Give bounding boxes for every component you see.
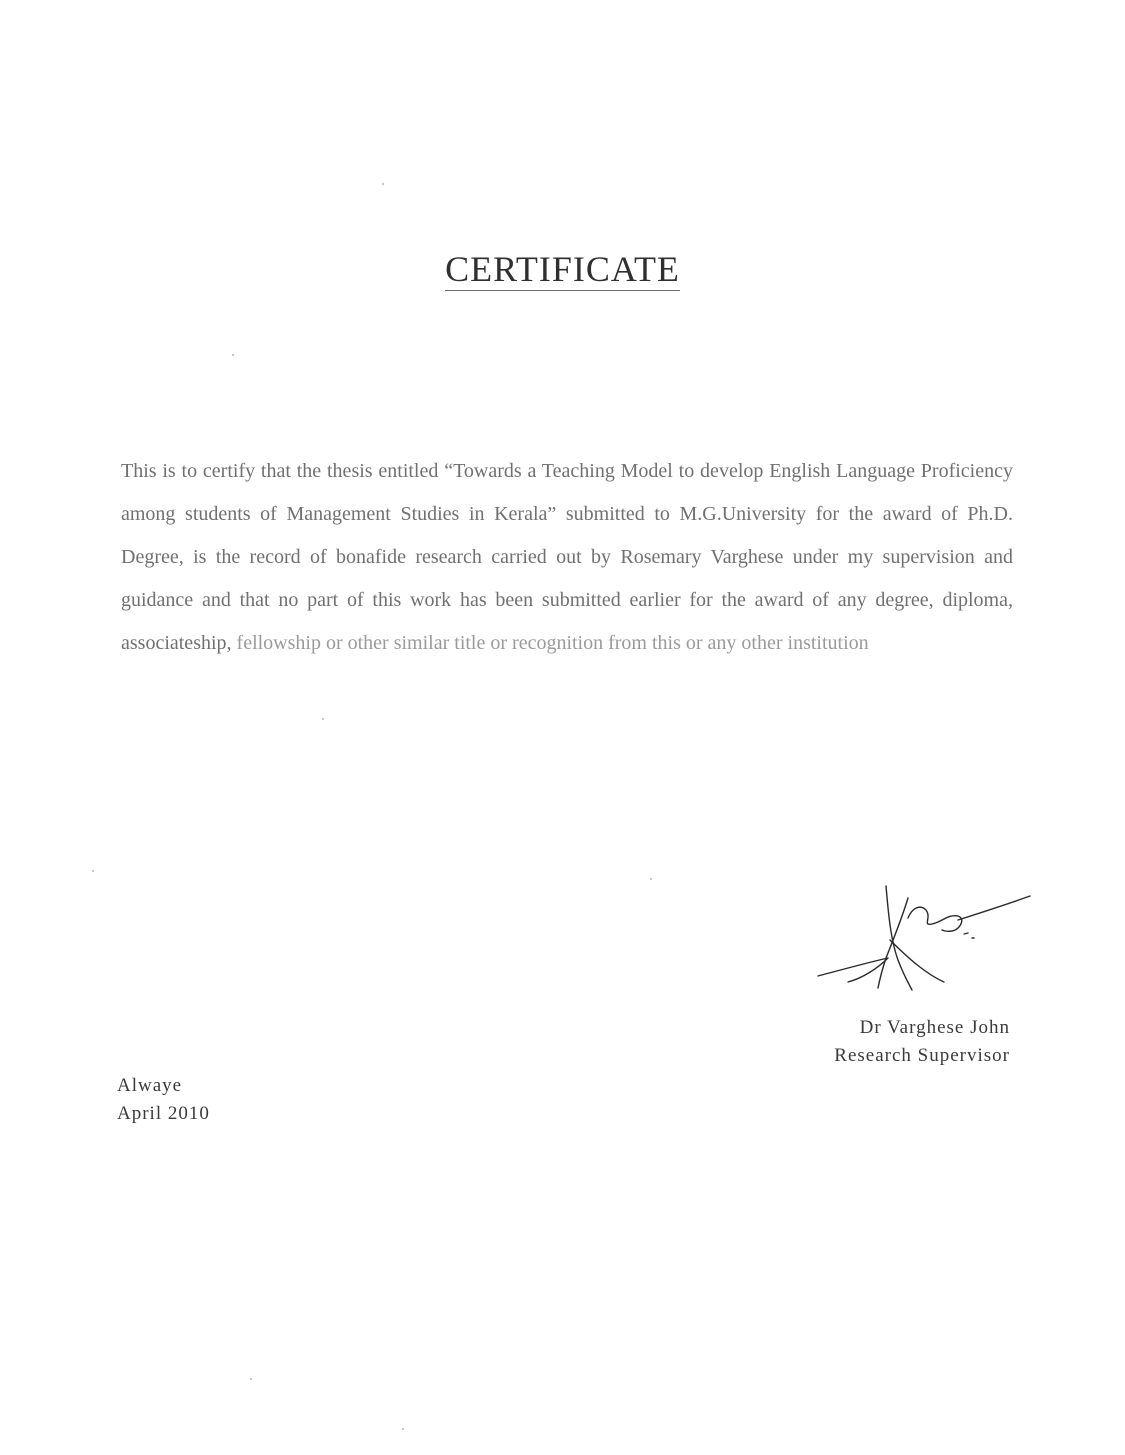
scan-speck <box>92 870 94 872</box>
certificate-body-main: This is to certify that the thesis entitled “Towards a Teaching Model to develop English Language Proficiency among students of Management Studies in Kerala” submitted to M.G.University for the award of Ph.D. Degree, is the record of bonafide research carried out by Rosemary Varghese under my supervision and guidance and that no part of this work has been submitted earlier for the award of any degree, diploma, associateship, <box>121 460 1013 654</box>
certificate-title <box>0 248 1125 290</box>
scan-speck <box>322 718 324 720</box>
scan-speck <box>250 1378 252 1380</box>
supervisor-role: Research Supervisor <box>834 1045 1010 1066</box>
certificate-body <box>121 450 1013 665</box>
supervisor-name: Dr Varghese John <box>859 1017 1010 1038</box>
certificate-body-last-line: fellowship or other similar title or recognition from this or any other institution <box>236 632 869 654</box>
scan-speck <box>402 1428 404 1430</box>
date: April 2010 <box>117 1103 210 1124</box>
certificate-title-text: CERTIFICATE <box>445 249 680 289</box>
scan-speck <box>650 878 652 880</box>
place: Alwaye <box>117 1075 183 1096</box>
place-date-block <box>117 1072 210 1128</box>
scan-speck <box>232 354 234 356</box>
scan-speck <box>382 183 384 185</box>
signature-image <box>808 878 1038 998</box>
supervisor-block <box>770 1014 1010 1070</box>
